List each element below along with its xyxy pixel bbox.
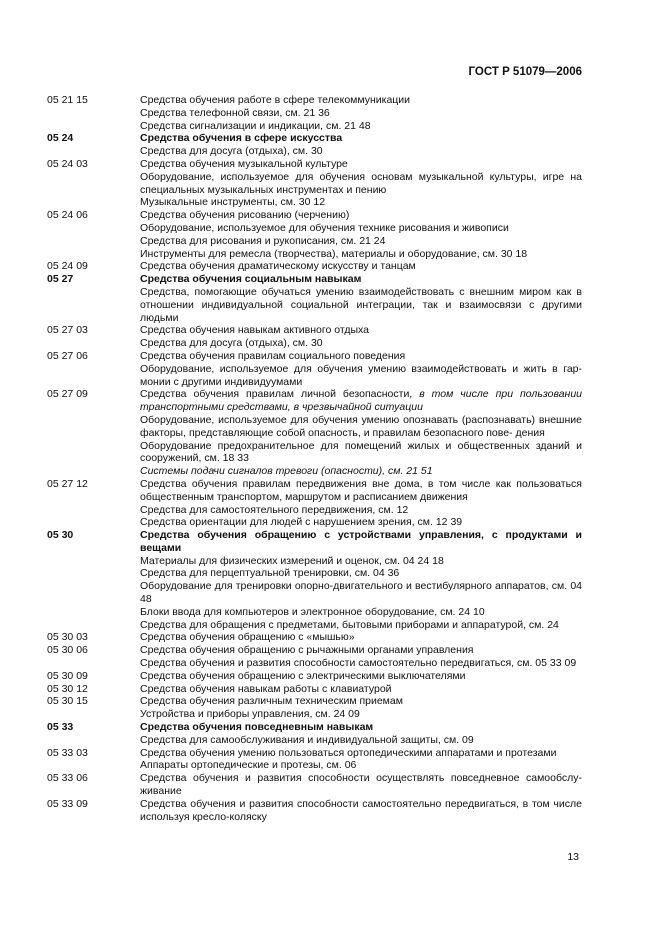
entry-line: Оборудование, используемое для обучения основам музыкальной культуры, игре на специальных музыкальных инструментах и пению <box>140 170 582 196</box>
entry-body <box>140 158 582 209</box>
subcategory-entry <box>47 670 582 683</box>
classification-code: 05 30 <box>47 529 74 542</box>
entry-body <box>140 132 582 158</box>
entry-body <box>140 260 582 273</box>
entry-line: Средства для перцептуальной тренировки, см. 04 36 <box>140 567 400 580</box>
entry-line: Блоки ввода для компьютеров и электронное оборудование, см. 24 10 <box>140 605 485 618</box>
classification-code: 05 30 12 <box>47 682 88 695</box>
cross-reference-italic: Системы подачи сигналов тревоги (опасности), см. 21 51 <box>140 465 433 478</box>
classification-code: 05 24 06 <box>47 209 88 222</box>
entry-body <box>140 478 582 529</box>
subcategory-entry <box>47 631 582 644</box>
entry-body <box>140 772 582 798</box>
classification-code: 05 33 03 <box>47 746 88 759</box>
entry-title: Средства обучения повседневным навыкам <box>140 721 374 734</box>
entry-body <box>140 350 582 388</box>
entry-line: Музыкальные инструменты, см. 30 12 <box>140 196 326 209</box>
entry-line: Средства, помогающие обучаться умению взаимодействовать с внешним миром как в отношении индивидуальной социальной интеграции, так и взаимосвязи с другими людьми <box>140 285 582 324</box>
subcategory-entry <box>47 644 582 670</box>
entry-line: Устройства и приборы управления, см. 24 09 <box>140 708 360 721</box>
classification-code: 05 33 <box>47 721 74 734</box>
classification-code: 05 30 06 <box>47 644 88 657</box>
entry-body <box>140 209 582 260</box>
entry-line: Средства для самообслуживания и индивидуальной защиты, см. 09 <box>140 733 474 746</box>
entry-line: Средства для досуга (отдыха), см. 30 <box>140 145 323 158</box>
category-entry <box>47 132 582 158</box>
classification-code: 05 27 09 <box>47 388 88 401</box>
entry-line <box>140 388 582 414</box>
entry-line: Средства обучения умению пользоваться ортопедическими аппаратами и протезами <box>140 746 557 759</box>
entry-line: Средства для самостоятельного передвижения, см. 12 <box>140 503 409 516</box>
entry-line: Средства сигнализации и индикации, см. 21 48 <box>140 119 371 132</box>
entry-body <box>140 388 582 478</box>
page-number: 13 <box>567 851 579 863</box>
entry-line: Аппараты ортопедические и протезы, см. 06 <box>140 759 357 772</box>
entry-line-italic: в том числе при пользовании транспортными средствами, в чрезвычайной ситуации <box>140 388 582 414</box>
entry-line: Средства обучения обращению с электрическими выключателями <box>140 669 466 682</box>
entry-line: Средства обучения и развития способности самостоятельно передвигаться, в том числе используя кресло-коляску <box>140 797 582 823</box>
entry-body <box>140 324 582 350</box>
entry-line: Средства обучения навыкам активного отдыха <box>140 324 369 337</box>
classification-code: 05 24 <box>47 132 74 145</box>
entry-line-text: Средства обучения правилам личной безопасности, <box>140 388 420 401</box>
classification-code: 05 30 15 <box>47 695 88 708</box>
entry-line: Оборудование для тренировки опорно-двигательного и вестибулярного аппаратов, см. 04 48 <box>140 580 582 606</box>
subcategory-entry <box>47 158 582 209</box>
entry-body <box>140 747 582 773</box>
entry-line: Оборудование предохранительное для помещений жилых и общественных зданий и сооружений, см. 18 33 <box>140 439 582 465</box>
subcategory-entry <box>47 747 582 773</box>
entry-line: Средства обучения обращению с «мышью» <box>140 631 355 644</box>
classification-code: 05 33 09 <box>47 797 88 810</box>
classification-code: 05 27 03 <box>47 324 88 337</box>
entry-line: Средства ориентации для людей с нарушением зрения, см. 12 39 <box>140 516 463 529</box>
entry-title: Средства обучения в сфере искусства <box>140 132 343 145</box>
entry-line: Средства обучения драматическому искусству и танцам <box>140 260 416 273</box>
entry-body <box>140 695 582 721</box>
subcategory-entry <box>47 478 582 529</box>
classification-list <box>47 94 582 823</box>
category-entry <box>47 721 582 747</box>
classification-code: 05 27 12 <box>47 477 88 490</box>
entry-line: Инструменты для ремесла (творчества), материалы и оборудование, см. 30 18 <box>140 247 528 260</box>
subcategory-entry <box>47 683 582 696</box>
classification-code: 05 33 06 <box>47 772 88 785</box>
entry-line: Средства обучения работе в сфере телекоммуникации <box>140 94 411 106</box>
subcategory-entry <box>47 388 582 478</box>
entry-line: Средства обучения навыкам работы с клавиатурой <box>140 682 392 695</box>
classification-code: 05 27 <box>47 273 74 286</box>
entry-line: Средства обучения и развития способности самостоятельно передвигаться, см. 05 33 09 <box>140 657 577 670</box>
subcategory-entry <box>47 94 582 132</box>
entry-line: Средства телефонной связи, см. 21 36 <box>140 106 330 119</box>
entry-line: Средства обучения музыкальной культуре <box>140 157 348 170</box>
entry-body <box>140 683 582 696</box>
entry-line: Оборудование, используемое для обучения технике рисования и живописи <box>140 221 509 234</box>
entry-body <box>140 670 582 683</box>
classification-code: 05 30 09 <box>47 669 88 682</box>
entry-body <box>140 631 582 644</box>
entry-line: Средства обучения и развития способности осуществлять повседневное самообслу- живание <box>140 772 582 798</box>
entry-body <box>140 273 582 324</box>
entry-title: Средства обучения социальным навыкам <box>140 273 362 286</box>
classification-code: 05 27 06 <box>47 349 88 362</box>
entry-line: Средства обучения различным техническим приемам <box>140 695 403 708</box>
subcategory-entry <box>47 695 582 721</box>
entry-line: Средства обучения правилам передвижения вне дома, в том числе как пользоваться общественным транспортом, маршрутом и расписанием движения <box>140 477 582 503</box>
classification-code: 05 30 03 <box>47 631 88 644</box>
entry-line: Материалы для физических измерений и оценок, см. 04 24 18 <box>140 554 444 567</box>
subcategory-entry <box>47 209 582 260</box>
subcategory-entry <box>47 350 582 388</box>
classification-code: 05 24 03 <box>47 157 88 170</box>
entry-line: Средства обучения правилам социального поведения <box>140 349 406 362</box>
entry-line: Средства для обращения с предметами, бытовыми приборами и аппаратурой, см. 24 <box>140 618 559 631</box>
entry-line: Средства обучения рисованию (черчению) <box>140 209 350 222</box>
entry-line: Средства для рисования и рукописания, см. 21 24 <box>140 234 386 247</box>
subcategory-entry <box>47 260 582 273</box>
entry-line: Оборудование, используемое для обучения умению взаимодействовать и жить в гар- монии с другими индивидуумами <box>140 362 582 388</box>
entry-line: Средства для досуга (отдыха), см. 30 <box>140 337 323 350</box>
entry-title: Средства обучения обращению с устройствами управления, с продуктами и вещами <box>140 529 582 554</box>
entry-body <box>140 529 582 631</box>
classification-code: 05 24 09 <box>47 260 88 273</box>
entry-body <box>140 94 582 132</box>
subcategory-entry <box>47 324 582 350</box>
entry-body <box>140 721 582 747</box>
subcategory-entry <box>47 772 582 798</box>
entry-line: Оборудование, используемое для обучения умению опознавать (распознавать) внешние факторы, представляющие собой опасность, и правилам безопасного пове- дения <box>140 413 582 439</box>
entry-body <box>140 644 582 670</box>
classification-code: 05 21 15 <box>47 94 88 106</box>
entry-line: Средства обучения обращению с рычажными органами управления <box>140 644 474 657</box>
entry-body <box>140 798 582 824</box>
category-entry <box>47 273 582 324</box>
document-header: ГОСТ Р 51079—2006 <box>468 66 582 78</box>
category-entry <box>47 529 582 631</box>
subcategory-entry <box>47 798 582 824</box>
